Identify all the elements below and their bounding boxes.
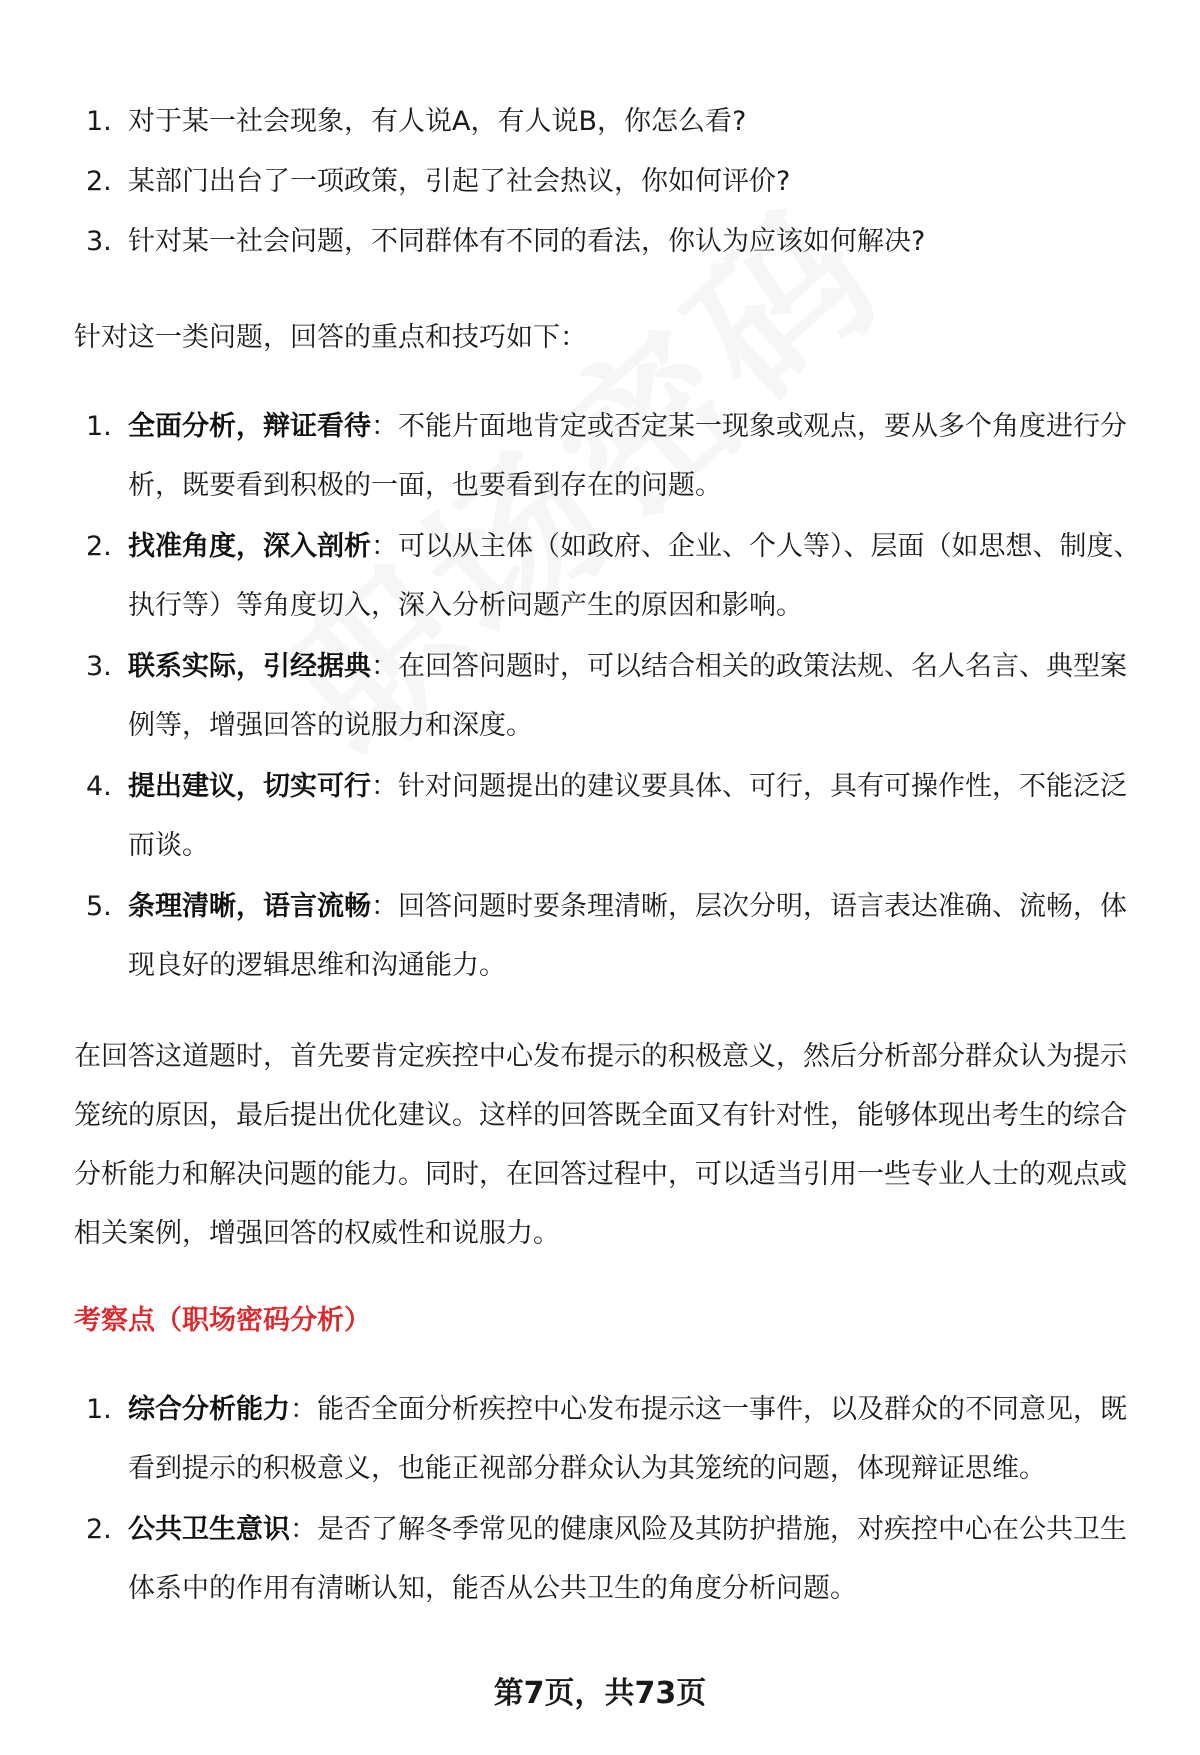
tips-list — [74, 397, 1144, 995]
list-text: 对于某一社会现象，有人说A，有人说B，你怎么看? — [128, 106, 747, 137]
list-text: 某部门出台了一项政策，引起了社会热议，你如何评价? — [128, 166, 791, 197]
point-title: 公共卫生意识 — [128, 1514, 290, 1545]
tip-text: ：在回答问题时，可以结合相关的政策法规、名人名言、典型案例等，增强回答的说服力和深度。 — [128, 651, 1127, 741]
tip-text: ：针对问题提出的建议要具体、可行，具有可操作性，不能泛泛而谈。 — [128, 771, 1127, 861]
list-item — [74, 212, 1144, 272]
assessment-points-list — [74, 1380, 1144, 1618]
list-item — [74, 152, 1144, 212]
document-page — [74, 92, 1144, 1620]
list-text: 针对某一社会问题，不同群体有不同的看法，你认为应该如何解决? — [128, 226, 926, 257]
tip-text: ：可以从主体（如政府、企业、个人等）、层面（如思想、制度、执行等）等角度切入，深入分析问题产生的原因和影响。 — [128, 531, 1141, 621]
tip-title: 找准角度，深入剖析 — [128, 531, 371, 562]
list-item — [74, 517, 1144, 635]
point-text: ：是否了解冬季常见的健康风险及其防护措施，对疾控中心在公共卫生体系中的作用有清晰认知，能否从公共卫生的角度分析问题。 — [128, 1514, 1127, 1604]
list-number: 3. — [86, 651, 112, 682]
list-number: 1. — [86, 1394, 112, 1425]
page-number-footer: 第7页，共73页 — [493, 1676, 707, 1711]
intro-paragraph: 针对这一类问题，回答的重点和技巧如下： — [74, 322, 587, 353]
tip-title: 提出建议，切实可行 — [128, 771, 371, 802]
point-title: 综合分析能力 — [128, 1394, 290, 1425]
summary-paragraph: 在回答这道题时，首先要肯定疾控中心发布提示的积极意义，然后分析部分群众认为提示笼统的原因，最后提出优化建议。这样的回答既全面又有针对性，能够体现出考生的综合分析能力和解决问题的能力。同时，在回答过程中，可以适当引用一些专业人士的观点或相关案例，增强回答的权威性和说服力。 — [74, 1041, 1127, 1249]
list-number: 1. — [86, 106, 112, 137]
tip-title: 全面分析，辩证看待 — [128, 411, 371, 442]
question-list — [74, 92, 1144, 272]
point-text: ：能否全面分析疾控中心发布提示这一事件，以及群众的不同意见，既看到提示的积极意义，也能正视部分群众认为其笼统的问题，体现辩证思维。 — [128, 1394, 1127, 1484]
tip-text: ：不能片面地肯定或否定某一现象或观点，要从多个角度进行分析，既要看到积极的一面，也要看到存在的问题。 — [128, 411, 1127, 501]
tip-title: 联系实际，引经据典 — [128, 651, 371, 682]
list-number: 5. — [86, 891, 112, 922]
list-number: 2. — [86, 531, 112, 562]
list-number: 2. — [86, 166, 112, 197]
list-item — [74, 877, 1144, 995]
tip-text: ：回答问题时要条理清晰，层次分明，语言表达准确、流畅，体现良好的逻辑思维和沟通能力。 — [128, 891, 1127, 981]
list-item — [74, 92, 1144, 152]
section-heading: 考察点（职场密码分析） — [74, 1305, 371, 1336]
list-item — [74, 397, 1144, 515]
list-number: 2. — [86, 1514, 112, 1545]
list-item — [74, 1380, 1144, 1498]
tip-title: 条理清晰，语言流畅 — [128, 891, 371, 922]
list-number: 1. — [86, 411, 112, 442]
list-item — [74, 1500, 1144, 1618]
list-number: 3. — [86, 226, 112, 257]
list-item — [74, 757, 1144, 875]
list-number: 4. — [86, 771, 112, 802]
list-item — [74, 637, 1144, 755]
